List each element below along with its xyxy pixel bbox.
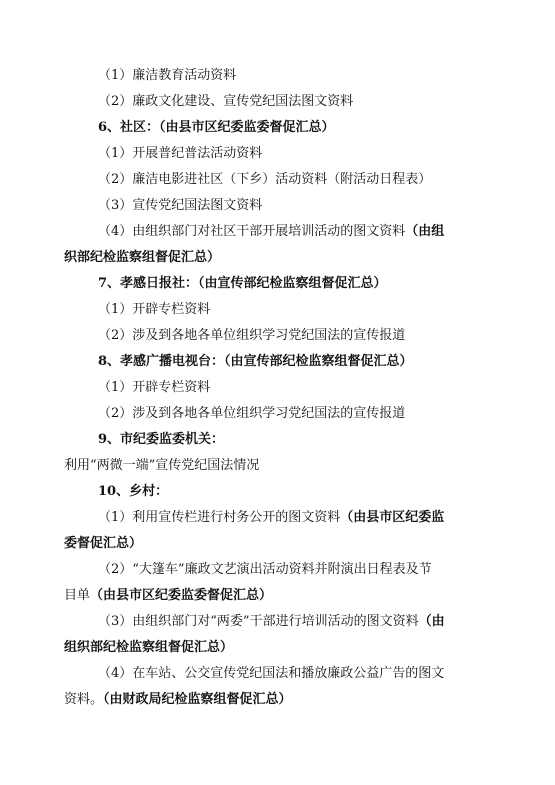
- text: （2）涉及到各地各单位组织学习党纪国法的宣传报道: [98, 328, 406, 343]
- bold-text: 组织部纪检监察组督促汇总）: [64, 640, 234, 655]
- text: 6、社区：（由县市区纪委监委督促汇总）: [98, 120, 335, 135]
- line-21: [64, 587, 272, 605]
- line-2: [98, 93, 353, 111]
- line-24: [98, 665, 444, 683]
- text: （1）廉洁教育活动资料: [98, 68, 237, 83]
- text: 9、市纪委监委机关：: [98, 432, 225, 447]
- line-22: [98, 613, 445, 631]
- line-14: [98, 405, 405, 423]
- line-13: [98, 379, 210, 397]
- text: （2）廉洁电影进社区（下乡）活动资料（附活动日程表）: [98, 172, 432, 187]
- line-11: [98, 327, 405, 345]
- bold-text: （由财政局纪检监察组督促汇总）: [103, 692, 292, 707]
- line-18: [98, 509, 444, 527]
- bold-text: 织部纪检监察组督促汇总）: [64, 250, 221, 265]
- line-10: [98, 301, 210, 319]
- bold-text: （由组: [405, 224, 445, 239]
- text: （2）“大篷车”廉政文艺演出活动资料并附演出日程表及节: [98, 562, 432, 577]
- text: （3）宣传党纪国法图文资料: [98, 198, 263, 213]
- line-6: [98, 197, 262, 215]
- text: （2）廉政文化建设、宣传党纪国法图文资料: [98, 94, 354, 109]
- text: 8、孝感广播电视台：（由宣传部纪检监察组督促汇总）: [98, 354, 413, 369]
- line-1: [98, 67, 236, 85]
- line-7: [98, 223, 444, 241]
- text: （2）涉及到各地各单位组织学习党纪国法的宣传报道: [98, 406, 406, 421]
- text: （3）由组织部门对“两委”干部进行培训活动的图文资料: [98, 614, 419, 629]
- bold-text: （由县市区纪委监: [340, 510, 445, 525]
- section-heading-xiaogan-daily: [98, 275, 387, 293]
- bold-text: （由县市区纪委监委督促汇总）: [90, 588, 273, 603]
- text: 目单: [64, 588, 91, 603]
- line-23: [64, 639, 233, 657]
- line-20: [98, 561, 432, 579]
- line-25: [64, 691, 292, 709]
- text: （4）在车站、公交宣传党纪国法和播放廉政公益广告的图文: [98, 666, 445, 681]
- line-5: [98, 171, 431, 189]
- line-16: [64, 457, 259, 475]
- line-8: [64, 249, 220, 267]
- text: 资料。: [64, 692, 104, 707]
- text: （1）开辟专栏资料: [98, 380, 211, 395]
- text: 10、乡村：: [98, 484, 169, 499]
- section-heading-community: [98, 119, 335, 137]
- text: （1）开展普纪普法活动资料: [98, 146, 263, 161]
- text: （1）开辟专栏资料: [98, 302, 211, 317]
- text: 利用“两微一端”宣传党纪国法情况: [64, 458, 260, 473]
- text: （1）利用宣传栏进行村务公开的图文资料: [98, 510, 341, 525]
- line-19: [64, 535, 142, 553]
- bold-text: （由: [418, 614, 445, 629]
- text: （4）由组织部门对社区干部开展培训活动的图文资料: [98, 224, 406, 239]
- bold-text: 委督促汇总）: [64, 536, 143, 551]
- section-heading-xiaogan-tv: [98, 353, 413, 371]
- text: 7、孝感日报社：（由宣传部纪检监察组督促汇总）: [98, 276, 387, 291]
- section-heading-villages: [98, 483, 168, 501]
- section-heading-city-commission: [98, 431, 224, 449]
- line-4: [98, 145, 262, 163]
